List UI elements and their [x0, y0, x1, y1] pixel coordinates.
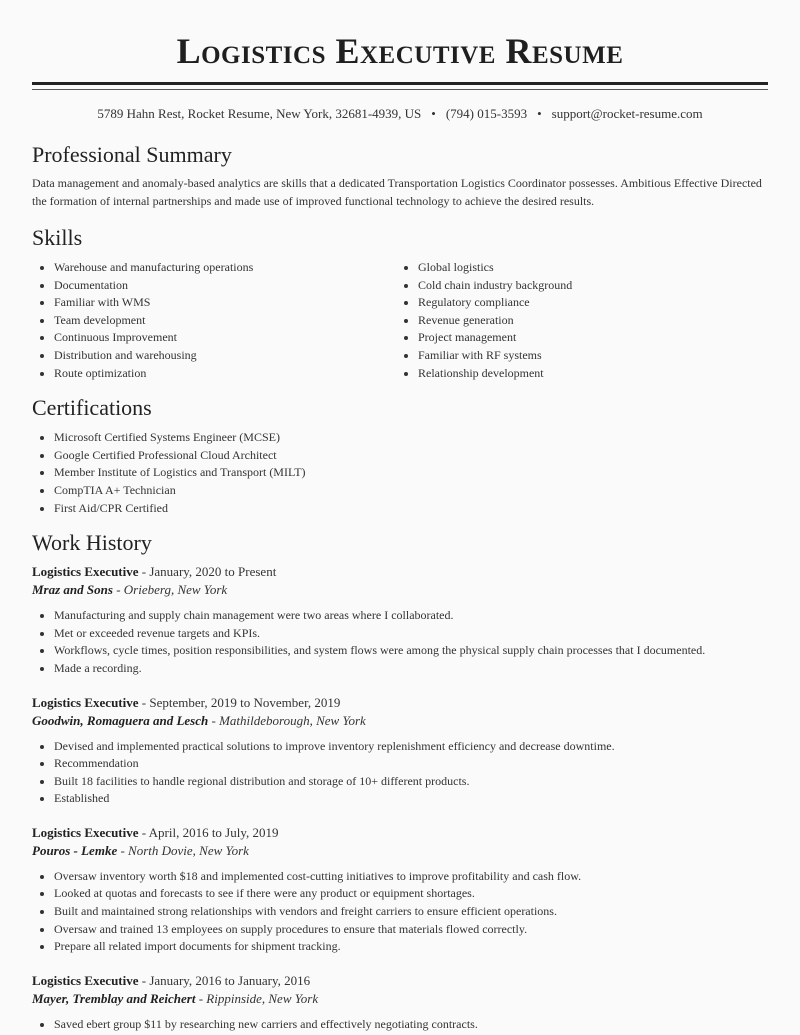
job-dates: - January, 2016 to January, 2016: [138, 972, 311, 988]
job-location: - North Dovie, New York: [117, 842, 249, 858]
job-company: Mraz and Sons: [32, 582, 113, 598]
job-title-line: [32, 694, 768, 712]
contact-phone: (794) 015-3593: [445, 106, 528, 121]
skills-list-right: [396, 259, 760, 382]
job-bullet: • Devised and implemented practical solutions to improve inventory replenishment efficiency and decrease downtime.: [54, 738, 768, 756]
skill-item: • Distribution and warehousing: [54, 347, 396, 365]
job-bullet: • Oversaw and trained 13 employees on supply procedures to ensure that materials flowed correctly.: [54, 921, 768, 939]
contact-email: support@rocket-resume.com: [551, 106, 703, 121]
job-bullet: • Saved ebert group $11 by researching new carriers and effectively negotiating contracts.: [54, 1016, 768, 1034]
job-bullet: • Recommendation: [54, 755, 768, 773]
skill-item: • Continuous Improvement: [54, 329, 396, 347]
job-company: Mayer, Tremblay and Reichert: [32, 990, 196, 1006]
section-title-skills: Skills: [32, 225, 83, 250]
job-bullet: • Established: [54, 790, 768, 808]
job-location: - Orieberg, New York: [112, 582, 228, 598]
job-title: Logistics Executive: [32, 694, 139, 710]
job-bullet: • Met or exceeded revenue targets and KPIs.: [54, 625, 768, 643]
job-bullets: [32, 868, 768, 956]
job-entry: [32, 563, 768, 677]
job-bullet: • Prepare all related import documents for shipment tracking.: [54, 938, 768, 956]
certification-item: • CompTIA A+ Technician: [54, 482, 768, 500]
job-bullets: [32, 1016, 768, 1034]
contact-separator: •: [431, 106, 436, 121]
job-title: Logistics Executive: [32, 824, 139, 840]
job-location: - Mathildeborough, New York: [208, 712, 366, 728]
section-title-summary: Professional Summary: [32, 142, 232, 167]
skill-item: • Relationship development: [418, 365, 760, 383]
job-company-line: [32, 990, 768, 1008]
section-title-certifications: Certifications: [32, 395, 152, 421]
job-bullets: [32, 738, 768, 808]
skills-list-left: [32, 259, 396, 382]
skill-item: • Route optimization: [54, 365, 396, 383]
job-title-line: [32, 563, 768, 581]
skill-item: • Team development: [54, 312, 396, 330]
job-company-line: [32, 581, 768, 599]
job-entry: [32, 972, 768, 1034]
certifications-list: [32, 429, 768, 517]
header-divider-thin: [32, 89, 768, 90]
job-bullet: • Manufacturing and supply chain management were two areas where I collaborated.: [54, 607, 768, 625]
skill-item: • Documentation: [54, 277, 396, 295]
job-company: Goodwin, Romaguera and Lesch: [32, 712, 209, 728]
job-title: Logistics Executive: [32, 564, 139, 580]
job-entry: [32, 824, 768, 956]
skill-item: • Cold chain industry background: [418, 277, 760, 295]
skill-item: • Global logistics: [418, 259, 760, 277]
certification-item: • Member Institute of Logistics and Transport (MILT): [54, 464, 768, 482]
summary-text: Data management and anomaly-based analytics are skills that a dedicated Transportation Logistics Coordinator possesses. Ambitious Effective Directed the formation of internal partnerships and made use of improved functional technology to achieve the desired results.: [32, 176, 762, 208]
job-location: - Rippinside, New York: [195, 990, 319, 1006]
skill-item: • Familiar with RF systems: [418, 347, 760, 365]
job-company: Pouros - Lemke: [32, 842, 118, 858]
job-dates: - January, 2020 to Present: [138, 564, 277, 580]
job-bullet: • Workflows, cycle times, position responsibilities, and system flows were among the physical supply chain processes that I documented.: [54, 642, 768, 660]
job-company-line: [32, 842, 768, 860]
job-bullet: • Oversaw inventory worth $18 and implemented cost-cutting initiatives to improve profitability and cash flow.: [54, 868, 768, 886]
job-bullet: • Made a recording.: [54, 660, 768, 678]
job-dates: - September, 2019 to November, 2019: [138, 694, 341, 710]
job-title-line: [32, 824, 768, 842]
skill-item: • Warehouse and manufacturing operations: [54, 259, 396, 277]
job-title-line: [32, 972, 768, 990]
job-bullet: • Looked at quotas and forecasts to see if there were any product or equipment shortages.: [54, 885, 768, 903]
job-title: Logistics Executive: [32, 972, 139, 988]
skills-column-left: [32, 259, 396, 382]
job-dates: - April, 2016 to July, 2019: [138, 824, 279, 840]
job-entry: [32, 694, 768, 808]
skill-item: • Familiar with WMS: [54, 294, 396, 312]
certification-item: • Microsoft Certified Systems Engineer (MCSE): [54, 429, 768, 447]
contact-separator: •: [537, 106, 542, 121]
skills-column-right: [396, 259, 760, 382]
job-bullets: [32, 607, 768, 677]
job-bullet: • Built 18 facilities to handle regional distribution and storage of 10+ different products.: [54, 773, 768, 791]
job-company-line: [32, 712, 768, 730]
contact-address: 5789 Hahn Rest, Rocket Resume, New York, 32681-4939, US: [97, 106, 422, 121]
header-divider-thick: [32, 82, 768, 85]
skills-grid: [32, 259, 768, 382]
skill-item: • Project management: [418, 329, 760, 347]
contact-line: [32, 105, 768, 123]
section-title-work-history: Work History: [32, 530, 152, 556]
certification-item: • First Aid/CPR Certified: [54, 500, 768, 518]
job-bullet: • Built and maintained strong relationships with vendors and freight carriers to ensure efficient operations.: [54, 903, 768, 921]
skill-item: • Regulatory compliance: [418, 294, 760, 312]
skill-item: • Revenue generation: [418, 312, 760, 330]
certification-item: • Google Certified Professional Cloud Architect: [54, 447, 768, 465]
resume-title: Logistics Executive Resume: [176, 31, 624, 71]
